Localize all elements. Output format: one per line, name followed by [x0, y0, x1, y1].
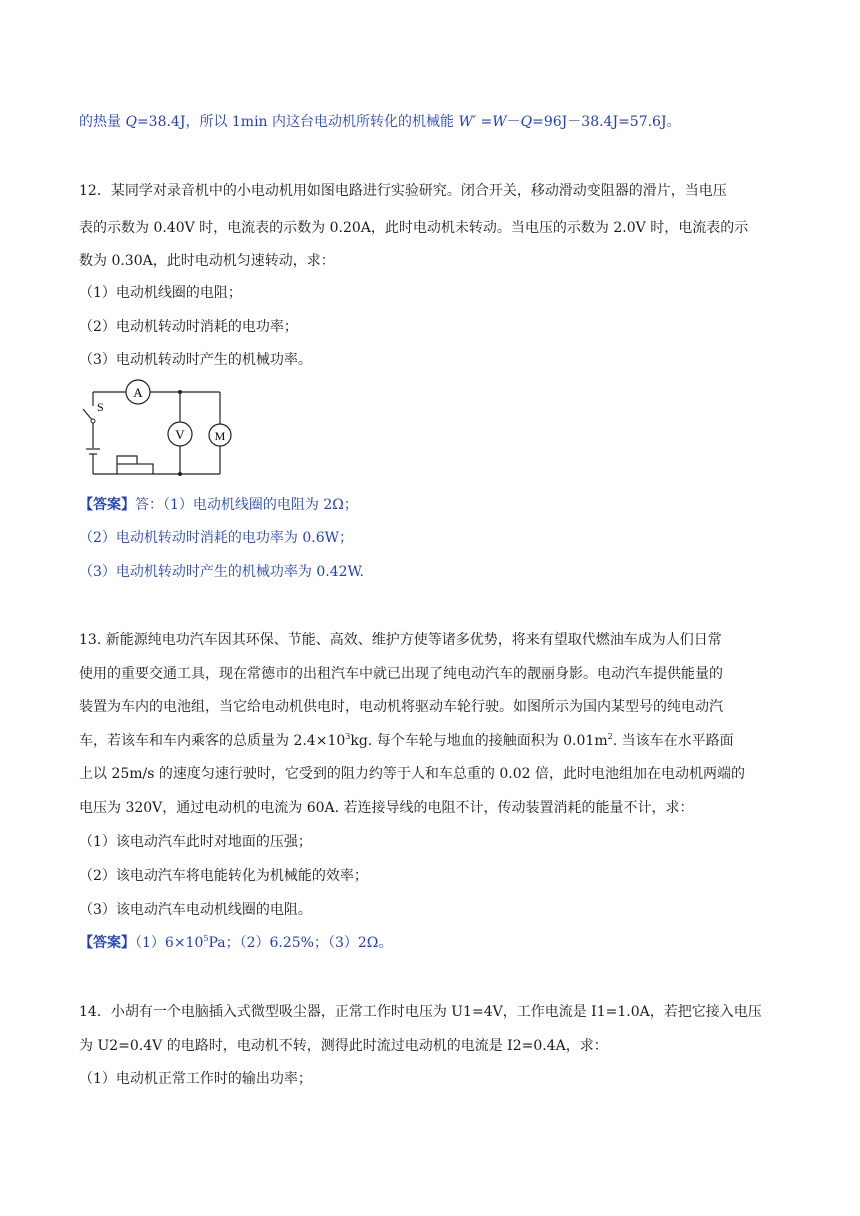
voltmeter-symbol: [168, 422, 192, 446]
q13-line-1: 13. 新能源纯电功汽车因其环保、节能、高效、维护方使等诸多优势，将来有望取代燃油车成为人们日常: [79, 632, 722, 648]
q13-line-3: 装置为车内的电池组，当它给电动机供电时，电动机将驱动车轮行驶。如图所示为国内某型号的纯电动汽: [79, 699, 723, 715]
q12-subq-3: （3）电动机转动时产生的机械功率。: [79, 352, 312, 368]
q12-line-3: 数为 0.30A，此时电动机匀速转动，求：: [79, 253, 335, 269]
q13-line-4: 车，若该车和车内乘客的总质量为 $2.4\times 10^3kg$. 每个车轮与地血的接触面积为 $0.01m^2$. 当该车在水平路面: [79, 732, 734, 749]
q14-subq-1: （1）电动机正常工作时的输出功率；: [79, 1071, 312, 1087]
ammeter-symbol: [126, 380, 150, 404]
switch-label: S: [97, 400, 104, 414]
q12-line-1: 12．某同学对录音机中的小电动机用如图电路进行实验研究。闭合开关，移动滑动变阻器的滑片，当电压: [79, 183, 727, 199]
q13-line-6: 电压为 320V，通过电动机的电流为 60A. 若连接导线的电阻不计，传动装置消耗的能量不计，求：: [79, 800, 694, 816]
q13-subq-1: （1）该电动汽车此时对地面的压强；: [79, 834, 312, 850]
q14-line-1: 14．小胡有一个电脑插入式微型吸尘器，正常工作时电压为 U1=4V，工作电流是 I1=1.0A，若把它接入电压: [79, 1004, 762, 1020]
q13-line-2: 使用的重要交通工具，现在常德市的出租汽车中就已出现了纯电动汽车的靓丽身影。电动汽车提供能量的: [79, 666, 723, 682]
svg-text:A: A: [133, 385, 143, 400]
q13-line-5: 上以 25m/s 的速度匀速行驶时，它受到的阻力约等于人和车总重的 0.02 倍，此时电池组加在电动机两端的: [79, 766, 745, 782]
svg-text:M: M: [214, 429, 226, 443]
q12-answer-3: （3）电动机转动时产生的机械功率为 0.42W.: [79, 564, 364, 580]
q12-answer-1: 【答案】答：（1）电动机线圈的电阻为 2Ω；: [79, 497, 358, 513]
motor-symbol: [209, 424, 231, 446]
q13-subq-3: （3）该电动汽车电动机线圈的电阻。: [79, 902, 312, 918]
q13-subq-2: （2）该电动汽车将电能转化为机械能的效率；: [79, 868, 368, 884]
q12-line-2: 表的示数为 0.40V 时，电流表的示数为 0.20A，此时电动机未转动。当电压的示数为 2.0V 时，电流表的示: [79, 220, 749, 236]
svg-text:V: V: [175, 427, 185, 442]
q14-line-2: 为 U2=0.4V 的电路时，电动机不转，测得此时流过电动机的电流是 I2=0.4A，求：: [79, 1038, 608, 1054]
q13-answer: 【答案】$(1)6\times 10^5Pa$；（2）6.25%；（3）2Ω。: [79, 934, 393, 951]
q12-subq-2: （2）电动机转动时消耗的电功率；: [79, 319, 298, 335]
q12-answer-2: （2）电动机转动时消耗的电功率为 0.6W；: [79, 530, 354, 546]
q12-subq-1: （1）电动机线圈的电阻；: [79, 285, 242, 301]
circuit-diagram: [79, 378, 239, 478]
previous-answer-line: 的热量 Q=38.4J，所以 1min 内这台电动机所转化的机械能 W′ =W－Q=96J－38.4J=57.6J。: [79, 114, 681, 130]
